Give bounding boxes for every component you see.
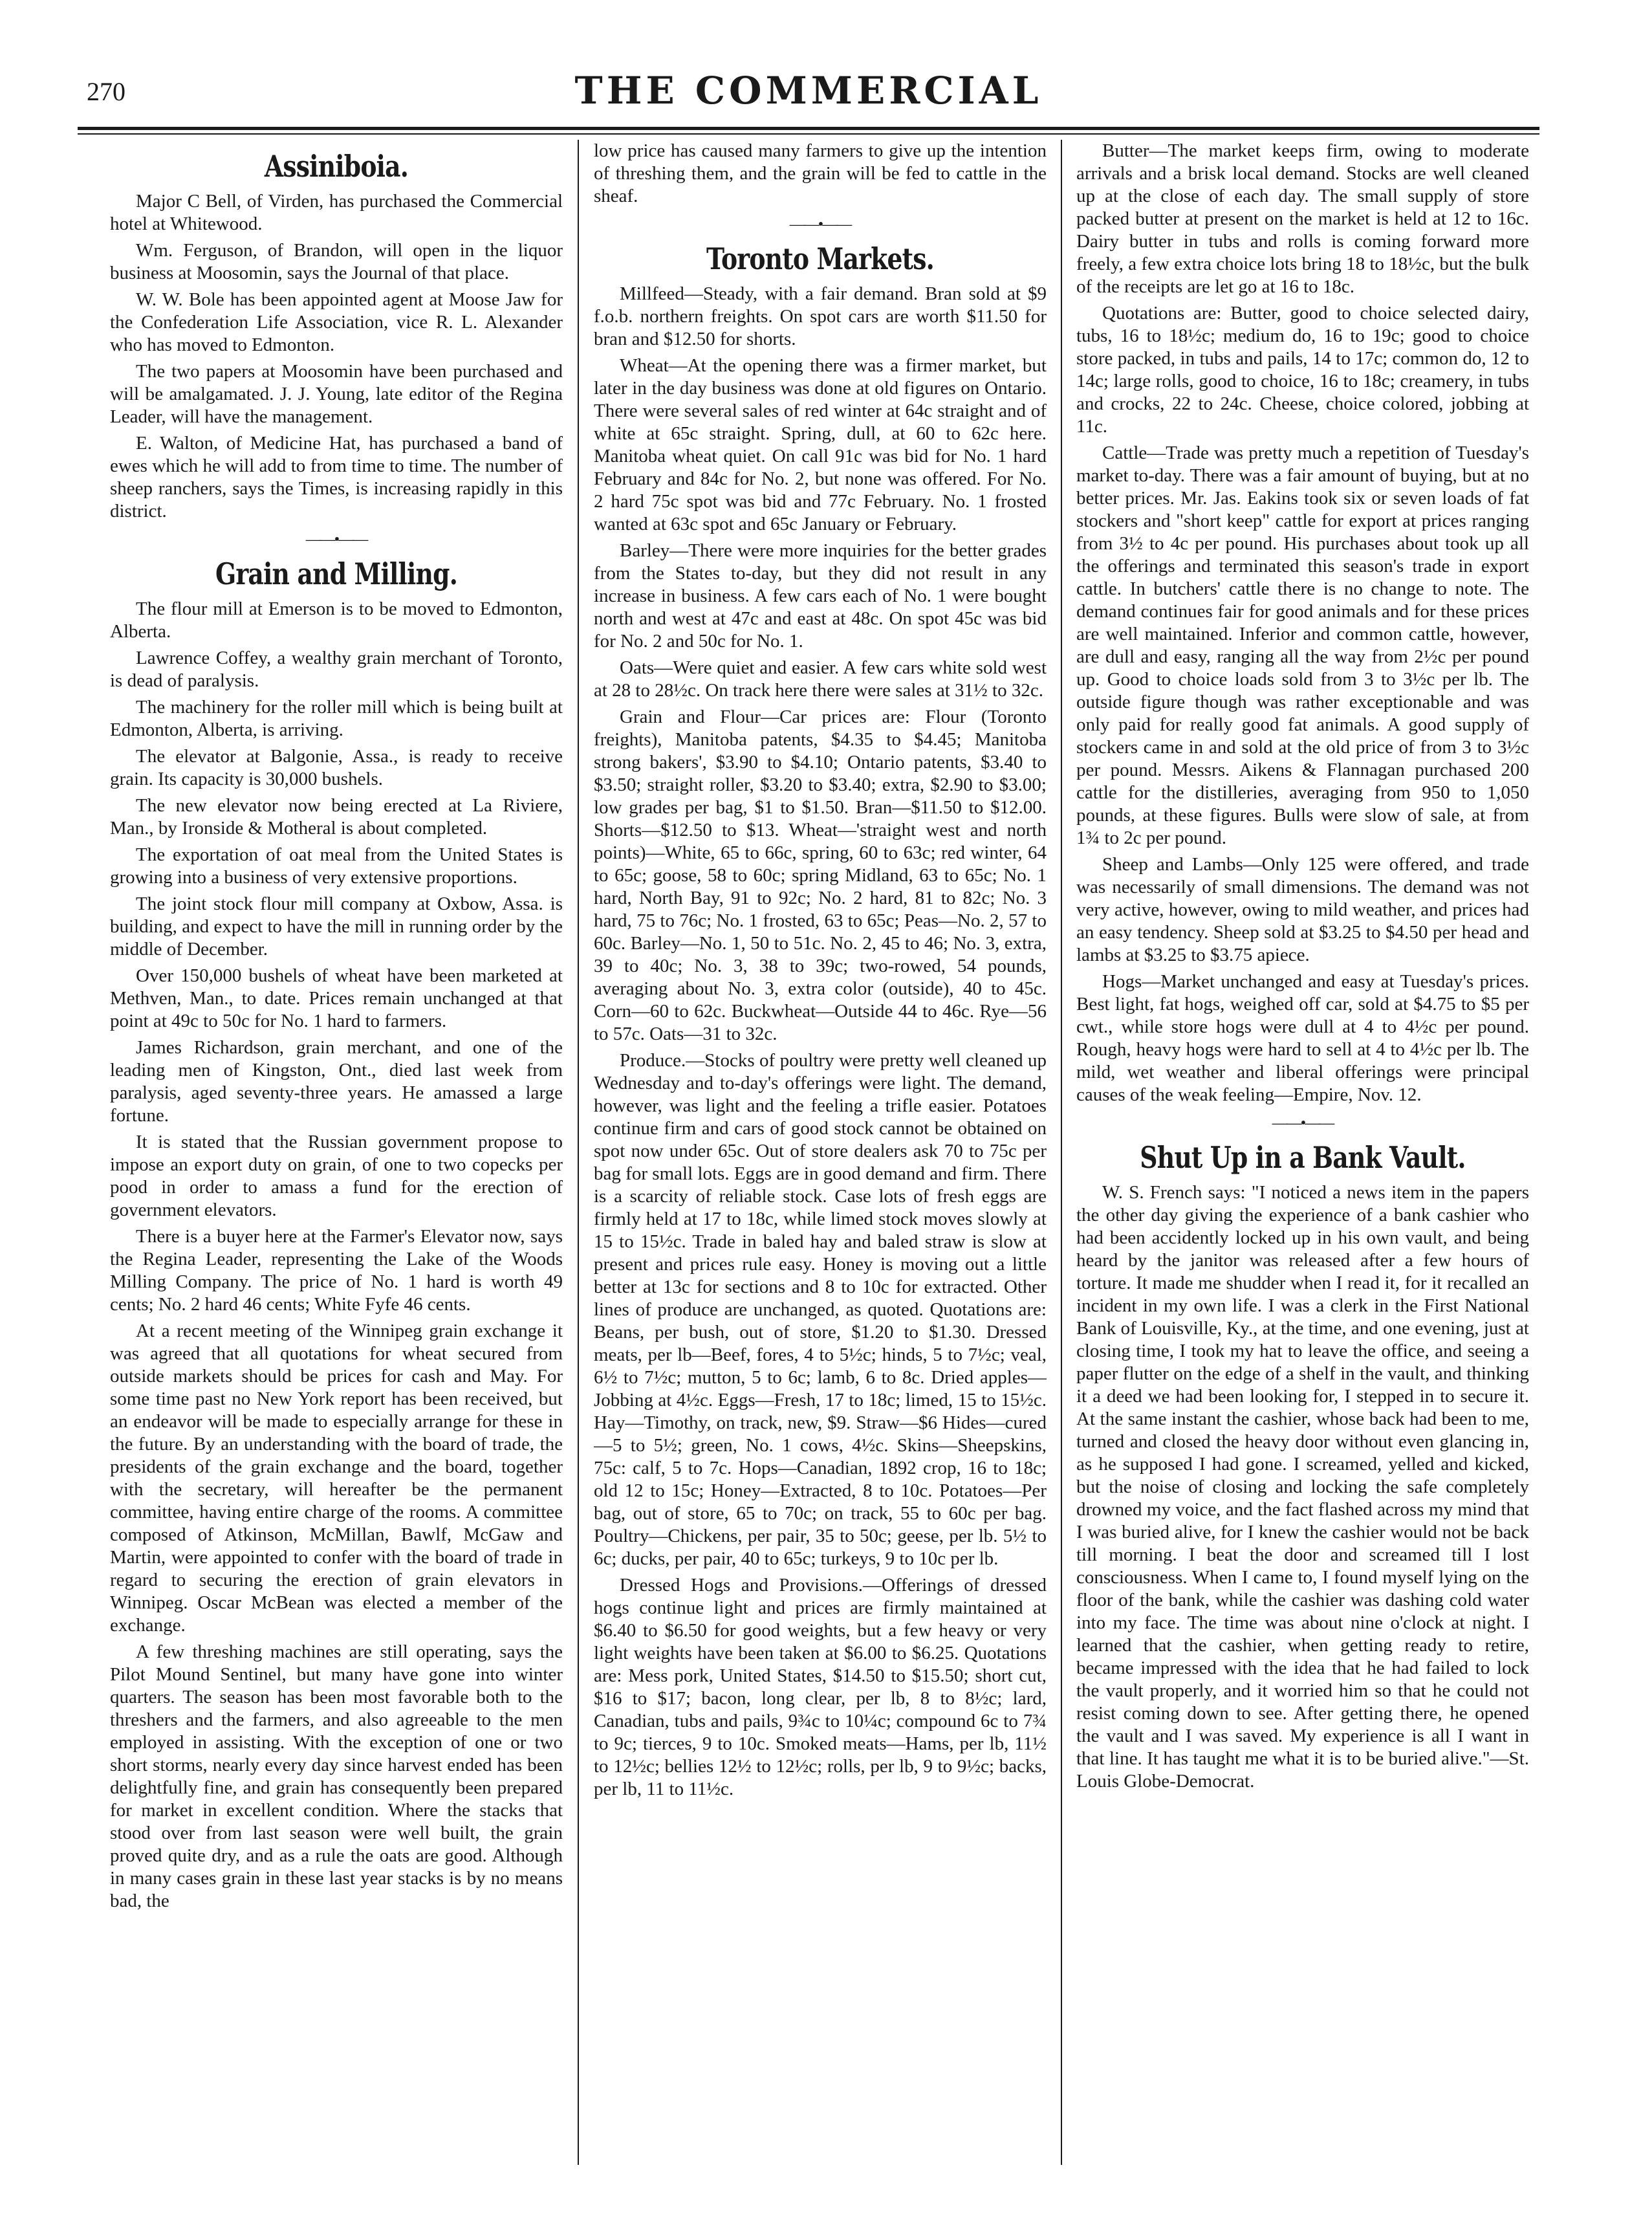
article-paragraph: Wm. Ferguson, of Brandon, will open in the liquor business at Moosomin, says the Journal of that place. (110, 240, 563, 283)
header-rule-thick (78, 127, 1539, 130)
article-paragraph: The elevator at Balgonie, Assa., is ready to receive grain. Its capacity is 30,000 bushels. (110, 746, 563, 789)
section-separator: ——•—— (1272, 1115, 1334, 1132)
section-separator: ——•—— (305, 531, 367, 548)
article-paragraph: James Richardson, grain merchant, and one of the leading men of Kingston, Ont., died last week from paralysis, aged seventy-three years. He amassed a large fortune. (110, 1037, 563, 1126)
page-number: 270 (87, 77, 125, 106)
article-paragraph: Wheat—At the opening there was a firmer market, but later in the day business was done at old figures on Ontario. There were several sales of red winter at 64c straight and of white at 65c straight. Spring, dull, at 60 to 62c here. Manitoba wheat quiet. On call 91c was bid for No. 1 hard February and 84c for No. 2, but none was offered. For No. 2 hard 75c spot was bid and 77c February. No. 1 frosted wanted at 63c spot and 65c January or February. (594, 355, 1047, 534)
article-paragraph: The exportation of oat meal from the United States is growing into a business of very extensive proportions. (110, 844, 563, 888)
article-paragraph: Produce.—Stocks of poultry were pretty well cleaned up Wednesday and to-day's offerings were light. The demand, however, was light and the feeling a trifle easier. Potatoes continue firm and cars of good stock cannot be obtained on spot now under 65c. Out of store dealers ask 70 to 75c per bag for small lots. Eggs are in good demand and firm. There is a scarcity of reliable stock. Case lots of fresh eggs are firmly held at 17 to 18c, while limed stock moves slowly at 15 to 15½c. Trade in baled hay and baled straw is slow at present and prices rule easy. Honey is moving out a little better at 13c for sections and 8 to 10c for extracted. Other lines of produce are unchanged, as quoted. Quotations are: Beans, per bush, out of store, $1.20 to $1.30. Dressed meats, per lb—Beef, fores, 4 to 5½c; hinds, 5 to 7½c; veal, 6½ to 7½c; mutton, 5 to 6c; lamb, 6 to 8c. Dried apples—Jobbing at 4½c. Eggs—Fresh, 17 to 18c; limed, 15 to 15½c. Hay—Timothy, on track, new, $9. Straw—$6 Hides—cured—5 to 5½; green, No. 1 cows, 4½c. Skins—Sheepskins, 75c: calf, 5 to 7c. Hops—Canadian, 1892 crop, 16 to 18c; old 12 to 15c; Honey—Extracted, 8 to 10c. Potatoes—Per bag, out of store, 65 to 70c; on track, 55 to 60c per bag. Poultry—Chickens, per pair, 35 to 50c; geese, per lb. 5½ to 6c; ducks, per pair, 40 to 65c; turkeys, 9 to 10c per lb. (594, 1050, 1047, 1569)
article-paragraph: It is stated that the Russian government propose to impose an export duty on grain, of one to two copecks per pood in order to amass a fund for the erection of government elevators. (110, 1132, 563, 1220)
column-2 (594, 140, 1047, 2165)
article-paragraph: E. Walton, of Medicine Hat, has purchased a band of ewes which he will add to from time to time. The number of sheep ranchers, says the Times, is increasing rapidly in this district. (110, 433, 563, 521)
column-1 (110, 140, 563, 2165)
article-paragraph: low price has caused many farmers to give up the intention of threshing them, and the grain will be fed to cattle in the sheaf. (594, 140, 1047, 206)
section-heading-bank-vault: Shut Up in a Bank Vault. (1140, 1140, 1466, 1175)
article-paragraph: Millfeed—Steady, with a fair demand. Bran sold at $9 f.o.b. northern freights. On spot cars are worth $11.50 for bran and $12.50 for shorts. (594, 283, 1047, 349)
article-paragraph: The new elevator now being erected at La Riviere, Man., by Ironside & Motheral is about completed. (110, 795, 563, 839)
article-paragraph: Major C Bell, of Virden, has purchased the Commercial hotel at Whitewood. (110, 191, 563, 234)
article-paragraph: Sheep and Lambs—Only 125 were offered, and trade was necessarily of small dimensions. The demand was not very active, however, owing to mild weather, and prices had an easy tendency. Sheep sold at $3.25 to $4.50 per head and lambs at $3.25 to $3.75 apiece. (1076, 854, 1529, 965)
article-paragraph: Grain and Flour—Car prices are: Flour (Toronto freights), Manitoba patents, $4.35 to $4.45; Manitoba strong bakers', $3.90 to $4.10; Ontario patents, $3.40 to $3.50; straight roller, $3.20 to $3.40; extra, $2.90 to $3.00; low grades per bag, $1 to $1.50. Bran—$11.50 to $12.00. Shorts—$12.50 to $13. Wheat—'straight west and north points)—White, 65 to 66c, spring, 60 to 63c; red winter, 64 to 65c; goose, 58 to 60c; spring Midland, 63 to 65c; No. 1 hard, North Bay, 91 to 92c; No. 2 hard, 81 to 82c; No. 3 hard, 75 to 76c; No. 1 frosted, 63 to 65c; Peas—No. 2, 57 to 60c. Barley—No. 1, 50 to 51c. No. 2, 45 to 46; No. 3, extra, 39 to 40c; No. 3, 38 to 39c; two-rowed, 54 pounds, averaging about No. 3, extra color (outside), 40 to 45c. Corn—60 to 62c. Buckwheat—Outside 44 to 46c. Rye—56 to 57c. Oats—31 to 32c. (594, 707, 1047, 1044)
article-paragraph: Cattle—Trade was pretty much a repetition of Tuesday's market to-day. There was a fair amount of buying, but at no better prices. Mr. Jas. Eakins took six or seven loads of fat stockers and "short keep" cattle for export at prices ranging from 3½ to 4c per pound. His purchases about took up all the offerings and terminated this season's trade in export cattle. In butchers' cattle there is no change to note. The demand continues fair for good animals and for these prices are well maintained. Inferior and common cattle, however, are dull and easy, ranging all the way from 2½c per pound up. Good to choice loads sold from 3 to 3½c per lb. The outside figure though was rather exceptionable and was only paid for really good fat animals. A good supply of stockers came in and sold at the old price of from 3 to 3½c per pound. Messrs. Aikens & Flannagan purchased 200 cattle for the distilleries, averaging from 950 to 1,050 pounds, at these figures. Bulls were slow of sale, at from 1¾ to 2c per pound. (1076, 443, 1529, 848)
article-paragraph: At a recent meeting of the Winnipeg grain exchange it was agreed that all quotations for wheat secured from outside markets should be prices for cash and May. For some time past no New York report has been received, but an endeavor will be made to especially arrange for these in the future. By an understanding with the board of trade, the presidents of the grain exchange and the board, together with the secretary, will hereafter be the permanent committee, having entire charge of the rooms. A committee composed of Atkinson, McMillan, Bawlf, McGaw and Martin, were appointed to confer with the board of trade in regard to securing the erection of grain elevators in Winnipeg. Oscar McBean was elected a member of the exchange. (110, 1321, 563, 1636)
article-paragraph: The joint stock flour mill company at Oxbow, Assa. is building, and expect to have the mill in running order by the middle of December. (110, 894, 563, 960)
article-paragraph: Oats—Were quiet and easier. A few cars white sold west at 28 to 28½c. On track here there were sales at 31½ to 32c. (594, 657, 1047, 701)
section-heading-toronto-markets: Toronto Markets. (706, 241, 934, 276)
article-paragraph: The machinery for the roller mill which is being built at Edmonton, Alberta, is arriving. (110, 697, 563, 740)
article-paragraph: Butter—The market keeps firm, owing to moderate arrivals and a brisk local demand. Stocks are well cleaned up at the close of each day. The small supply of store packed butter at present on the market is held at 12 to 16c. Dairy butter in tubs and rolls is coming forward more freely, a few extra choice lots bring 18 to 18½c, but the bulk of the receipts are let go at 16 to 18c. (1076, 140, 1529, 297)
article-paragraph: The flour mill at Emerson is to be moved to Edmonton, Alberta. (110, 598, 563, 642)
article-paragraph: The two papers at Moosomin have been purchased and will be amalgamated. J. J. Young, late editor of the Regina Leader, will have the management. (110, 361, 563, 427)
article-paragraph: Hogs—Market unchanged and easy at Tuesday's prices. Best light, fat hogs, weighed off car, sold at $4.75 to $5 per cwt., while store hogs were dull at 4 to 4½c per pound. Rough, heavy hogs were hard to sell at 4 to 4½c per lb. The mild, wet weather and liberal offerings were principal causes of the weak feeling—Empire, Nov. 12. (1076, 971, 1529, 1105)
section-heading-assiniboia: Assiniboia. (264, 149, 409, 184)
article-paragraph: W. W. Bole has been appointed agent at Moose Jaw for the Confederation Life Association, vice R. L. Alexander who has moved to Edmonton. (110, 289, 563, 355)
section-heading-grain-milling: Grain and Milling. (215, 556, 458, 591)
article-paragraph: W. S. French says: "I noticed a news item in the papers the other day giving the experience of a bank cashier who had been accidently locked up in his own vault, and being heard by the janitor was released after a few hours of torture. It made me shudder when I read it, for it recalled an incident in my own life. I was a clerk in the First National Bank of Louisville, Ky., at the time, and one evening, just at closing time, I took my hat to leave the office, and seeing a paper flutter on the edge of a shelf in the vault, and thinking it a deed we had been looking for, I stepped in to secure it. At the same instant the cashier, whose back had been to me, turned and closed the heavy door without even glancing in, as he supposed I had gone. I screamed, yelled and kicked, but the noise of closing and locking the safe completely drowned my voice, and the fact flashed across my mind that I was buried alive, for I knew the cashier would not be back till morning. I beat the door and screamed till I lost consciousness. When I came to, I found myself lying on the floor of the bank, while the cashier was dashing cold water into my face. The time was about nine o'clock at night. I learned that the cashier, when getting ready to retire, became impressed with the idea that he had failed to lock the vault properly, and it worried him so that he could not resist coming down to see. After getting there, he opened the vault and I was saved. My experience is all I want in that line. It has taught me what it is to be buried alive."—St. Louis Globe-Democrat. (1076, 1182, 1529, 1792)
article-paragraph: Dressed Hogs and Provisions.—Offerings of dressed hogs continue light and prices are firmly maintained at $6.40 to $6.50 for good weights, but a few heavy or very light weights have been taken at $6.00 to $6.25. Quotations are: Mess pork, United States, $14.50 to $15.50; short cut, $16 to $17; bacon, long clear, per lb, 8 to 8½c; lard, Canadian, tubs and pails, 9¾c to 10¼c; compound 6c to 7¾ to 9c; tierces, 9 to 10c. Smoked meats—Hams, per lb, 11½ to 12½c; bellies 12½ to 12½c; rolls, per lb, 9 to 9½c; backs, per lb, 11 to 11½c. (594, 1575, 1047, 1799)
section-separator: ——•—— (789, 216, 851, 233)
article-paragraph: Lawrence Coffey, a wealthy grain merchant of Toronto, is dead of paralysis. (110, 648, 563, 691)
article-paragraph: There is a buyer here at the Farmer's Elevator now, says the Regina Leader, representing the Lake of the Woods Milling Company. The price of No. 1 hard is worth 49 cents; No. 2 hard 46 cents; White Fyfe 46 cents. (110, 1226, 563, 1315)
article-paragraph: Quotations are: Butter, good to choice selected dairy, tubs, 16 to 18½c; medium do, 16 to 19c; good to choice store packed, in tubs and pails, 14 to 17c; common do, 12 to 14c; large rolls, good to choice, 16 to 18c; creamery, in tubs and crocks, 22 to 24c. Cheese, choice colored, jobbing at 11c. (1076, 303, 1529, 437)
column-divider (1061, 140, 1062, 2165)
column-divider (578, 140, 579, 2165)
masthead: THE COMMERCIAL (574, 69, 1043, 113)
page-header (78, 65, 1539, 116)
article-paragraph: Over 150,000 bushels of wheat have been marketed at Methven, Man., to date. Prices remain unchanged at that point at 49c to 50c for No. 1 hard to farmers. (110, 965, 563, 1031)
article-paragraph: A few threshing machines are still operating, says the Pilot Mound Sentinel, but many have gone into winter quarters. The season has been most favorable both to the threshers and the farmers, and also agreeable to the men employed in assisting. With the exception of one or two short storms, nearly every day since harvest ended has been delightfully fine, and grain has consequently been prepared for market in excellent condition. Where the stacks that stood over from last season were well built, the grain proved quite dry, and as a rule the oats are good. Although in many cases grain in these last year stacks is by no means bad, the (110, 1641, 563, 1911)
header-rule-thin (78, 133, 1539, 135)
article-paragraph: Barley—There were more inquiries for the better grades from the States to-day, but they did not result in any increase in business. A few cars each of No. 1 were bought north and west at 47c and east at 48c. On spot 45c was bid for No. 2 and 50c for No. 1. (594, 540, 1047, 652)
column-3 (1076, 140, 1529, 2165)
